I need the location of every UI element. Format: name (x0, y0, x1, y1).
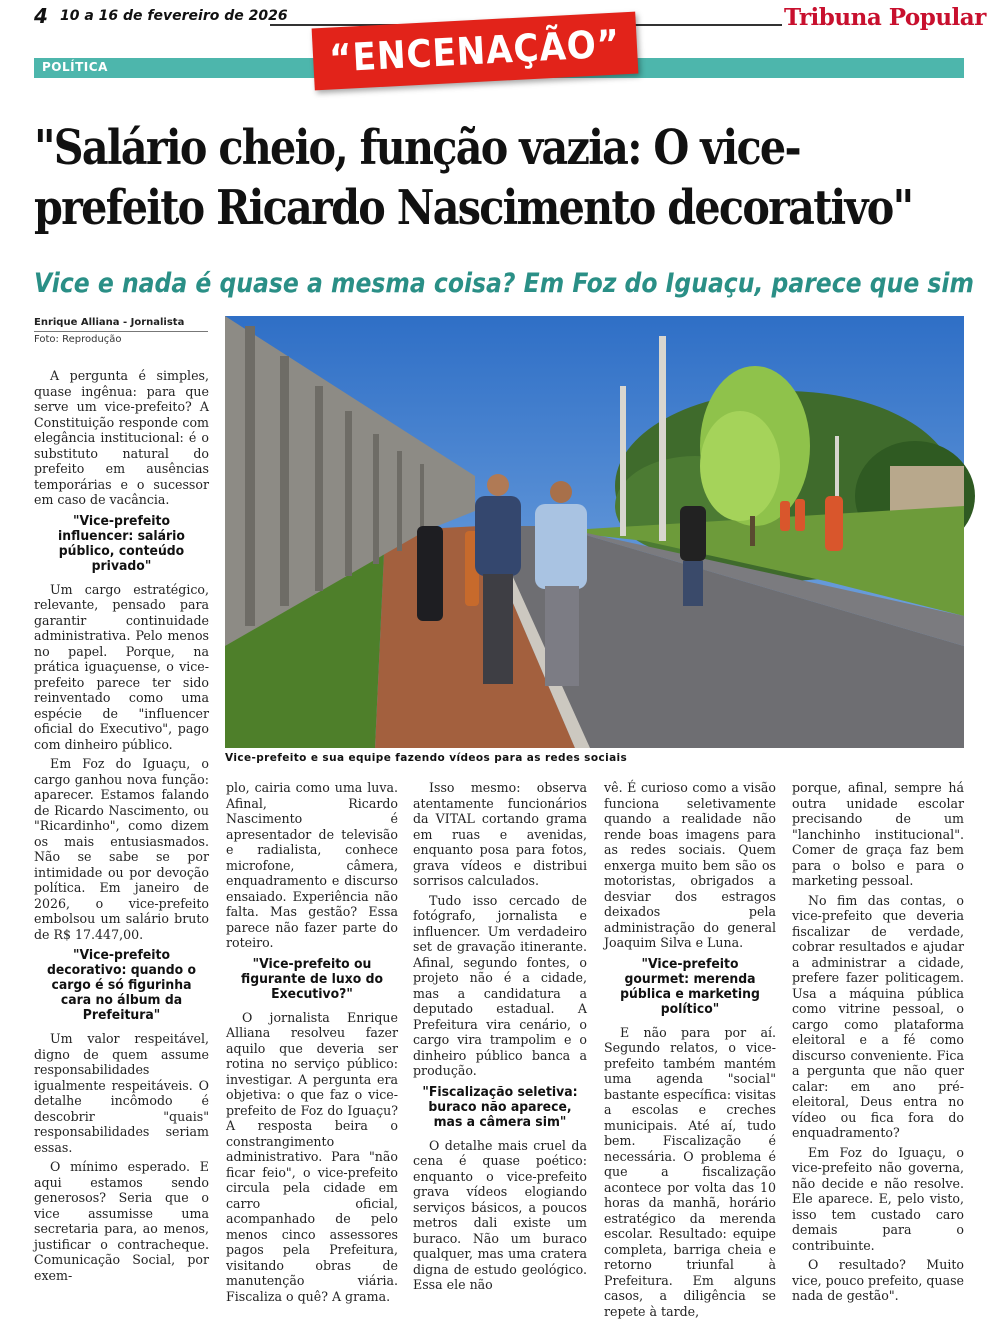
column-5 (792, 780, 964, 1285)
street-scene-illustration (225, 316, 964, 748)
article-photo (225, 316, 964, 748)
page-number: 4 (34, 4, 48, 28)
column-2 (226, 780, 398, 1285)
subheading: "Fiscalização seletiva: buraco não aparece, mas a câmera sim" (420, 1085, 580, 1130)
paragraph: porque, afinal, sempre há outra unidade escolar precisando de um "lanchinho institucional". Comer de graça faz bem para o bolso e para o marketing pessoal. (792, 780, 964, 889)
paragraph: Tudo isso cercado de fotógrafo, jornalista e influencer. Um verdadeiro set de gravação itinerante. Afinal, segundo fontes, o projeto não é a cidade, mas a candidatura a deputado estadual. A Prefeitura vira cenário, o cargo vira trampolim e o dinheiro público banca a produção. (413, 893, 587, 1079)
photo-credit: Foto: Reprodução (34, 334, 122, 345)
paragraph: Em Foz do Iguaçu, o cargo ganhou nova função: aparecer. Estamos falando de Ricardo Nascimento, ou "Ricardinho", como dizem os mais entusiasmados. Não se sabe se por intimidade ou por devoção política. Em janeiro de 2026, o vice-prefeito embolsou um salário bruto de R$ 17.447,00. (34, 756, 209, 942)
newspaper-brand: Tribuna Popular (784, 4, 986, 31)
paragraph: plo, cairia como uma luva. Afinal, Ricardo Nascimento é apresentador de televisão e radialista, conhece microfone, câmera, enquadramento e discurso ensaiado. Experiência não falta. Mas gestão? Essa parece não fazer parte do roteiro. (226, 780, 398, 951)
paragraph: O jornalista Enrique Alliana resolveu fazer aquilo que deveria ser rotina no serviço público: investigar. A pergunta era objetiva: o que faz o vice-prefeito de Foz do Iguaçu? A resposta beira o constrangimento administrativo. Para "não ficar feio", o vice-prefeito circula pela cidade em carro oficial, acompanhado de pelo menos cinco assessores pagos pela Prefeitura, visitando obras de manutenção viária. Fiscaliza o quê? A grama. (226, 1010, 398, 1305)
section-label: POLÍTICA (42, 60, 108, 74)
subheadline: Vice e nada é quase a mesma coisa? Em Foz do Iguaçu, parece que sim (34, 268, 956, 299)
byline: Enrique Alliana - Jornalista (34, 317, 184, 328)
paragraph: Isso mesmo: observa atentamente funcionários da VITAL cortando grama em ruas e avenidas, enquanto posa para fotos, grava vídeos e distribui sorrisos calculados. (413, 780, 587, 889)
subheading: "Vice-prefeito decorativo: quando o cargo é só figurinha cara no álbum da Prefeitura" (41, 948, 202, 1023)
paragraph: O mínimo esperado. E aqui estamos sendo generosos? Seria que o vice assumisse uma secretaria para, ao menos, justificar o contracheque. Comunicação Social, por exem- (34, 1159, 209, 1283)
paragraph: Em Foz do Iguaçu, o vice-prefeito não governa, não decide e não resolve. Ele aparece. E, pelo visto, isso tem custado caro demais para o contribuinte. (792, 1145, 964, 1254)
photo-caption: Vice-prefeito e sua equipe fazendo vídeos para as redes sociais (225, 752, 627, 764)
paragraph: Um cargo estratégico, relevante, pensado para garantir continuidade administrativa. Pelo menos no papel. Porque, na prática iguaçuense, o vice-prefeito parece ter sido reinventado como uma espécie de "influencer oficial do Executivo", pago com dinheiro público. (34, 582, 209, 753)
headline: "Salário cheio, função vazia: O vice-prefeito Ricardo Nascimento decorativo" (34, 118, 963, 238)
subheading: "Vice-prefeito gourmet: merenda pública e marketing político" (611, 957, 769, 1017)
issue-date: 10 a 16 de fevereiro de 2026 (60, 8, 288, 24)
paragraph: A pergunta é simples, quase ingênua: para que serve um vice-prefeito? A Constituição responde com elegância institucional: é o substituto natural do prefeito em ausências temporárias e o sucessor em caso de vacância. (34, 368, 209, 508)
subheading: "Vice-prefeito influencer: salário público, conteúdo privado" (41, 514, 202, 574)
column-1 (34, 368, 209, 1283)
paragraph: No fim das contas, o vice-prefeito que deveria fiscalizar de verdade, cobrar resultados e ajudar a administrar a cidade, prefere fazer politicagem. Usa a máquina pública como vitrine pessoal, o cargo como plataforma eleitoral e a fé como discurso conveniente. Fica a pergunta que não quer calar: em ano pré-eleitoral, Deus entra no vídeo ou fica fora do enquadramento? (792, 893, 964, 1141)
paragraph: O detalhe mais cruel da cena é quase poético: enquanto o vice-prefeito grava vídeos elogiando serviços básicos, a poucos metros dali existe um buraco. Não um buraco qualquer, mas uma cratera digna de estudo geológico. Essa ele não (413, 1138, 587, 1293)
paragraph: E não para por aí. Segundo relatos, o vice-prefeito também mantém uma agenda "social" bastante específica: visitas a escolas e creches municipais. Até aí, tudo bem. Fiscalização é necessária. O problema é que a fiscalização acontece por volta das 10 horas da manhã, horário estratégico da merenda escolar. Resultado: equipe completa, barriga cheia e retorno triunfal à Prefeitura. Em alguns casos, a diligência se repete à tarde, (604, 1025, 776, 1319)
column-4 (604, 780, 776, 1285)
paragraph: Um valor respeitável, digno de quem assume responsabilidades igualmente respeitáveis. O detalhe incômodo é descobrir "quais" responsabilidades seriam essas. (34, 1031, 209, 1155)
subheading: "Vice-prefeito ou figurante de luxo do Executivo?" (233, 957, 391, 1002)
column-3 (413, 780, 587, 1285)
tag-text: “ENCENAÇÃO” (329, 21, 622, 80)
paragraph: vê. É curioso como a visão funciona seletivamente quando a realidade não rende boas imagens para as redes sociais. Quem enxerga muito bem são os motoristas, obrigados a desviar dos estragos deixados pela administração do general Joaquim Silva e Luna. (604, 780, 776, 951)
paragraph: O resultado? Muito vice, pouco prefeito, quase nada de gestão". (792, 1257, 964, 1304)
byline-rule (34, 331, 208, 332)
